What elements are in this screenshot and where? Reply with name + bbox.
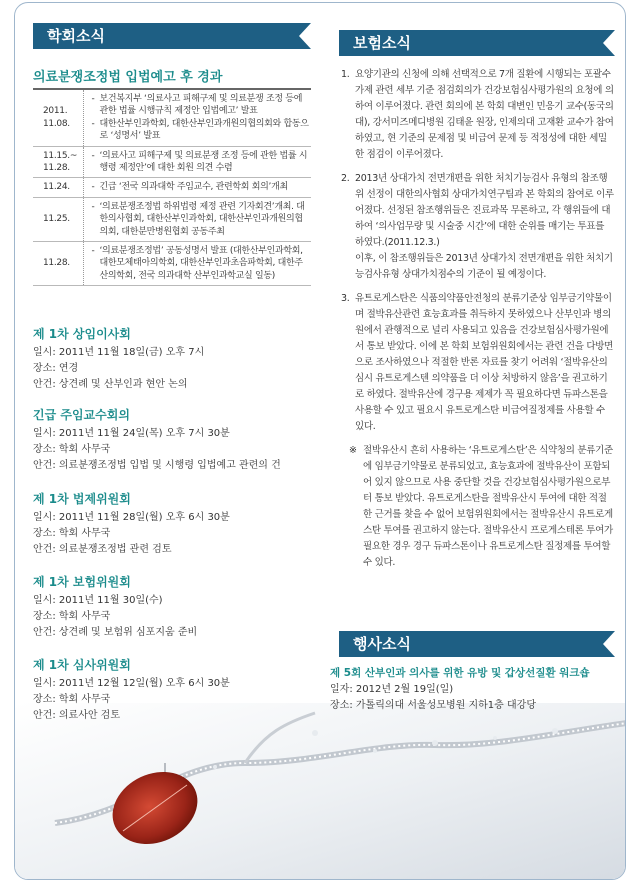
- meeting-detail: 안건: 상견례 및 보험위 심포지움 준비: [33, 627, 198, 638]
- law-row-date: 2011. 11.08.: [33, 89, 83, 146]
- law-row-description: [83, 242, 311, 286]
- dash-bullet: -: [91, 201, 95, 212]
- law-progress-title: 의료분쟁조정법 입법예고 후 경과: [33, 70, 223, 85]
- law-row-item: [92, 150, 310, 175]
- meeting-detail: 안건: 의료분쟁조정법 입법 및 시행령 입법예고 관련의 건: [33, 460, 281, 471]
- law-row-description: [83, 178, 311, 197]
- insurance-news-list: [341, 67, 615, 571]
- law-row-item-text: 긴급 ‘전국 의과대학 주임교수, 관련학회 회의’개최: [99, 182, 288, 193]
- insurance-item: [341, 67, 615, 163]
- meeting-title: 제 1차 보험위원회: [33, 575, 131, 589]
- dash-bullet: -: [91, 246, 95, 257]
- law-table-row: [33, 146, 311, 178]
- law-row-item: [92, 245, 310, 282]
- law-row-description: [83, 89, 311, 146]
- section-title-event-news: 행사소식: [339, 631, 615, 657]
- law-table-row: [33, 89, 311, 146]
- meeting-detail: 일시: 2011년 11월 28일(월) 오후 6시 30분: [33, 512, 230, 523]
- item-paragraph: 요양기관의 신청에 의해 선택적으로 7개 질환에 시행되는 포괄수가제 관련 세부 기준 점검회의가 건강보험심사평가원의 요청에 의하여 이루어졌다. 관련 회의에 본 학회 대변인 민응기 교수(동국의대), 강서미즈메디병원 김태윤 원장, 인제의대 고재환 교수가 참여하였고, 현 기준의 문제점 및 비급여 문제 등 적정성에 대한 세밀한 점검이 이루어졌다.: [355, 69, 614, 160]
- event-line: 일자: 2012년 2월 19일(일): [330, 684, 454, 695]
- item-body: [355, 67, 615, 163]
- law-table-row: [33, 242, 311, 286]
- law-row-item-text: ‘의료분쟁조정법’ 공동성명서 발표 (대한산부인과학회, 대한모체태아의학회, 대한산부인과초음파학회, 대한주산의학회, 전국 의과대학 산부인과학교실 일동): [99, 246, 303, 281]
- item-number: 3.: [341, 293, 350, 304]
- meeting-detail: 장소: 학회 사무국: [33, 694, 111, 705]
- meeting-detail: 장소: 학회 사무국: [33, 611, 111, 622]
- item-body: [355, 291, 615, 435]
- insurance-note: [341, 443, 615, 571]
- insurance-item: [341, 291, 615, 435]
- meeting-detail: 장소: 학회 사무국: [33, 444, 111, 455]
- event-news: [330, 665, 620, 714]
- law-row-date: 11.24.: [33, 178, 83, 197]
- meeting-block: [33, 407, 313, 474]
- event-line: 장소: 가톨릭의대 서울성모병원 지하1층 대강당: [330, 700, 536, 711]
- law-row-item: [92, 93, 310, 118]
- meeting-block: [33, 326, 313, 393]
- section-title-insurance-news: 보험소식: [339, 30, 615, 56]
- meeting-detail: 안건: 상견례 및 산부인과 현안 논의: [33, 379, 188, 390]
- note-mark: ※: [349, 445, 357, 456]
- meeting-detail: 일시: 2011년 11월 24일(목) 오후 7시 30분: [33, 428, 230, 439]
- law-row-item-text: ‘의료분쟁조정법 하위법령 제정 관련 기자회견’개최. 대한의사협회, 대한산부인과학회, 대한산부인과개원의협의회, 대한분만병원협회 공동주최: [99, 201, 305, 237]
- law-row-description: [83, 146, 311, 178]
- law-row-date: 11.28.: [33, 242, 83, 286]
- law-row-date: 11.25.: [33, 197, 83, 241]
- dash-bullet: -: [91, 94, 95, 104]
- insurance-item: [341, 171, 615, 283]
- meeting-detail: 안건: 의료분쟁조정법 관련 검토: [33, 544, 172, 555]
- event-title: 제 5회 산부인과 의사를 위한 유방 및 갑상선질환 워크숍: [330, 667, 590, 679]
- meeting-title: 제 1차 법제위원회: [33, 492, 131, 506]
- law-table-row: [33, 197, 311, 241]
- page-frame: [14, 2, 626, 880]
- item-body: [355, 171, 615, 283]
- meeting-detail: 일시: 2011년 11월 30일(수): [33, 595, 163, 606]
- item-paragraph: 2013년 상대가치 전면개편을 위한 처치기능검사 유형의 참조행위 선정이 대한의사협회 상대가치연구팀과 본 학회의 참여로 이루어졌다. 선정된 참조행위들은 진료과목 무론하고, 각 행위들에 대하여 ‘의사업무량 및 시술중 시간’에 대한 순위를 매기는 투표를 하였다.(2011.12.3.): [355, 173, 614, 248]
- meeting-title: 긴급 주임교수회의: [33, 408, 130, 422]
- law-table-row: [33, 178, 311, 197]
- meeting-block: [33, 657, 313, 724]
- meeting-detail: 장소: 학회 사무국: [33, 528, 111, 539]
- law-row-item: [92, 181, 310, 193]
- law-row-item-text: ‘의료사고 피해구제 및 의료분쟁 조정 등에 관한 법률 시행령 제정안’에 대한 회원 의견 수렴: [99, 150, 308, 174]
- left-column: [15, 3, 321, 880]
- meeting-detail: 일시: 2011년 11월 18일(금) 오후 7시: [33, 347, 205, 358]
- item-number: 1.: [341, 69, 350, 80]
- dash-bullet: -: [91, 182, 95, 193]
- meeting-title: 제 1차 심사위원회: [33, 658, 131, 672]
- law-row-date: 11.15.~ 11.28.: [33, 146, 83, 178]
- section-title-society-news: 학회소식: [33, 23, 311, 49]
- law-row-item-text: 대한산부인과학회, 대한산부인과개원의협의회와 합동으로 ‘성명서’ 발표: [99, 118, 309, 142]
- meeting-detail: 장소: 연경: [33, 363, 79, 374]
- meeting-block: [33, 574, 313, 641]
- item-paragraph: 이후, 이 참조행위들은 2013년 상대가치 전면개편을 위한 처치기능검사유형 상대가치점수의 기준이 될 예정이다.: [355, 253, 613, 280]
- meeting-block: [33, 491, 313, 558]
- law-row-item-text: 보건복지부 ‘의료사고 피해구제 및 의료분쟁 조정 등에 관한 법률 시행규칙 제정안 입법예고’ 발표: [99, 94, 303, 117]
- right-column: [321, 3, 626, 880]
- dash-bullet: -: [91, 118, 95, 129]
- item-number: 2.: [341, 173, 350, 184]
- law-row-item: [92, 118, 310, 143]
- dash-bullet: -: [91, 150, 95, 161]
- item-paragraph: 유트로게스탄은 식품의약품안전청의 분류기준상 임부금기약물이며 절박유산관련 효능효과를 취득하지 못하였으나 산부인과 병의원에서 관행적으로 널리 사용되고 있음을 건강보험심사평가원에서 통보 받았다. 이에 본 학회 보험위원회에서는 관련 건을 다방면으로 조사하였으나 적절한 반론 자료를 찾기 어려워 ‘절박유산의심시 유트로게스텐 의약품을 더 이상 처방하지 않음’을 권고하기로 하였다. 절박유산에 경구용 제제가 꼭 필요하다면 듀파스톤을 사용할 수 있고 필요시 유트로게스탄 비급여질정제를 사용할 수 있다.: [355, 293, 614, 432]
- law-row-description: [83, 197, 311, 241]
- law-row-item: [92, 201, 310, 238]
- meeting-detail: 안건: 의료사안 검토: [33, 710, 121, 721]
- law-progress-table: [33, 88, 311, 286]
- note-text: 절박유산시 흔히 사용하는 ‘유트로게스탄’은 식약청의 분류기준에 임부금기약물로 분류되었고, 효능효과에 절박유산이 포함되어 있지 않으므로 사용 중단할 것을 건강보험심사평가원으로부터 통보 받았다. 유트로게스탄을 절박유산시 투여에 대한 적절한 근거를 찾을 수 없어 보험위원회에서는 절박유산시 유트로게스탄 투여를 권고하지 않는다. 절박유산시 프로게스테론 투여가 필요한 경우 경구 듀파스톤이나 유트로게스탄 질정제를 투여할 수 있다.: [363, 445, 613, 568]
- meeting-title: 제 1차 상임이사회: [33, 327, 131, 341]
- meeting-detail: 일시: 2011년 12월 12일(월) 오후 6시 30분: [33, 678, 230, 689]
